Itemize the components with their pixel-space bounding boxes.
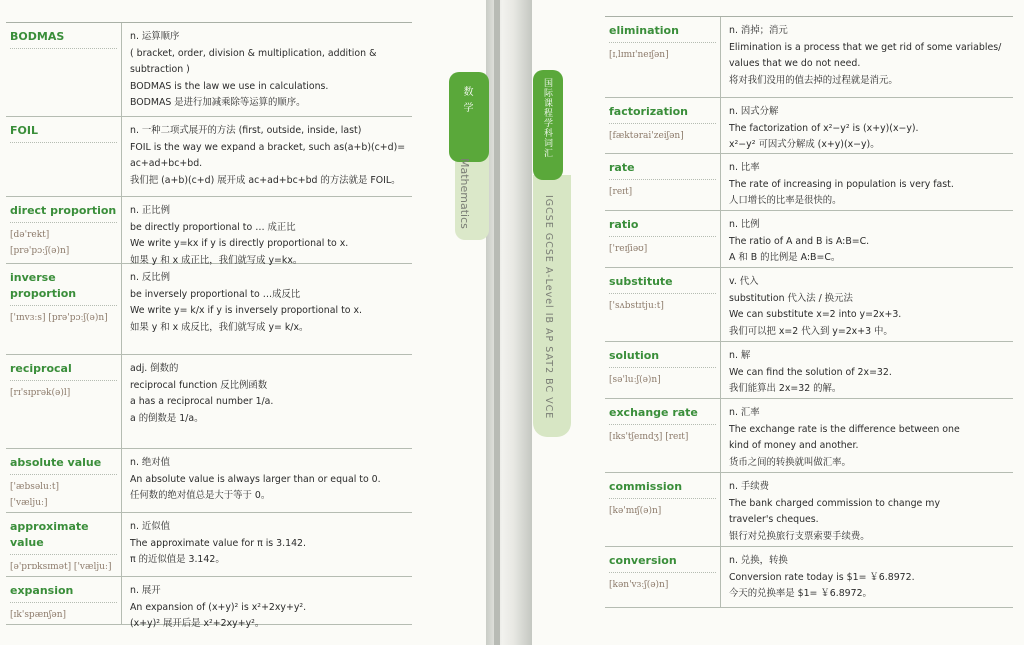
vocab-phonetic: ['æbsəluːt] ['væljuː] [10,482,59,508]
part-of-speech-line: v. 代入 [729,276,759,287]
definition-line: BODMAS is the law we use in calculations. [130,80,329,92]
part-of-speech-line: n. 消掉；消元 [729,25,788,36]
vocab-entry [605,17,1013,98]
vocab-definition [122,513,412,576]
definition-line: 将对我们没用的值去掉的过程就是消元。 [729,74,898,86]
subject-tab-label: 数学 [461,86,472,118]
definition-line: An absolute value is always larger than or equal to 0. [130,473,381,485]
definition-line: be inversely proportional to …成反比 [130,288,301,300]
vocab-entry [6,577,412,629]
vocab-term-cell [605,342,721,398]
vocab-entry [6,264,412,355]
vocab-phonetic: [kən'vɜːʃ(ə)n] [609,580,669,590]
vocab-definition [721,473,1013,546]
definition-line: 银行对兑换旅行支票索要手续费。 [729,530,870,542]
part-of-speech-line: n. 运算顺序 [130,31,180,42]
vocab-term-cell [6,513,122,576]
vocab-definition [721,17,1013,97]
definition-line: 任何数的绝对值总是大于等于 0。 [130,490,271,501]
definition-line: FOIL is the way we expand a bracket, such as(a+b)(c+d)= [130,141,406,153]
vocab-definition [122,197,412,266]
part-of-speech-line: n. 手续费 [729,481,770,492]
vocab-word: substitute [609,274,716,294]
vocab-word: commission [609,479,716,499]
vocab-entry [605,98,1013,154]
vocab-term-cell [6,577,122,624]
vocab-word: exchange rate [609,405,716,425]
vocab-definition [721,342,1013,398]
vocab-term-cell [605,17,721,97]
vocab-definition [721,399,1013,472]
definition-line: Elimination is a process that we get rid of some variables/ [729,41,1002,53]
vocab-term-cell [605,547,721,607]
part-of-speech-line: n. 展开 [130,585,161,596]
vocab-word: inverse proportion [10,270,117,306]
definition-line: The ratio of A and B is A:B=C. [729,235,870,247]
definition-line: BODMAS 是进行加减乘除等运算的顺序。 [130,97,306,108]
right-vocabulary-table [605,16,1013,608]
part-of-speech-line: n. 一种二项式展开的方法 (first, outside, inside, last) [130,125,362,136]
vocab-definition [721,98,1013,153]
vocab-definition [122,449,412,512]
definition-line: substitution 代入法 / 换元法 [729,292,853,304]
vocab-term-cell [605,154,721,210]
vocab-phonetic: [fæktərai'zeiʃən] [609,131,684,141]
vocab-word: approximate value [10,519,117,555]
vocab-definition [721,268,1013,341]
definition-line: We can find the solution of 2x=32. [729,366,892,378]
definition-line: A 和 B 的比例是 A:B=C。 [729,252,841,263]
vocab-word: expansion [10,583,117,603]
vocab-definition [721,547,1013,607]
vocab-phonetic: [ɪˌlɪmɪ'neɪʃən] [609,50,669,60]
part-of-speech-line: n. 绝对值 [130,457,171,468]
category-tab-label: 国际课程学科词汇 [542,78,552,158]
vocab-definition [122,577,412,629]
vocab-word: ratio [609,217,716,237]
vocab-term-cell [6,264,122,354]
vocab-phonetic: ['reɪʃiəʊ] [609,244,648,254]
definition-line: x²−y² 可因式分解成 (x+y)(x−y)。 [729,139,880,150]
vocab-entry [6,197,412,264]
definition-line: ( bracket, order, division & multiplication, addition & [130,47,377,59]
part-of-speech-line: n. 汇率 [729,407,760,418]
vocab-term-cell [6,355,122,448]
vocab-phonetic: [ɪk'spænʃən] [10,610,67,620]
vocab-definition [122,23,412,116]
definition-line: 今天的兑换率是 $1= ￥6.8972。 [729,588,872,599]
course-list: IGCSE GCSE A-Level IB AP SAT2 BC VCE [543,195,554,420]
vocab-term-cell [605,211,721,267]
vocab-definition [122,355,412,448]
vocab-phonetic: [ə'prɒksɪmət] ['væljuː] [10,562,112,572]
definition-line: The bank charged commission to change my [729,497,940,509]
definition-line: 人口增长的比率是很快的。 [729,195,842,206]
part-of-speech-line: n. 因式分解 [729,106,779,117]
vocab-definition [122,117,412,196]
vocab-phonetic: [sə'luːʃ(ə)n] [609,375,661,385]
vocab-definition [721,211,1013,267]
definition-line: traveler's cheques. [729,514,819,525]
vocab-entry [605,547,1013,608]
vocab-term-cell [6,23,122,116]
definition-line: Conversion rate today is $1= ￥6.8972. [729,571,915,583]
vocab-phonetic: [də'rekt] [prə'pɔːʃ(ə)n] [10,230,70,256]
definition-line: An expansion of (x+y)² is x²+2xy+y². [130,601,307,613]
vocab-phonetic: [rɪ'sɪprək(ə)l] [10,388,71,398]
part-of-speech-line: n. 正比例 [130,205,171,216]
vocab-word: conversion [609,553,716,573]
definition-line: ac+ad+bc+bd. [130,158,203,169]
vocab-phonetic: [reɪt] [609,187,633,197]
definition-line: 如果 y 和 x 成正比，我们就写成 y=kx。 [130,254,303,266]
vocab-entry [605,211,1013,268]
part-of-speech-line: n. 比率 [729,162,760,173]
vocab-entry [6,449,412,513]
definition-line: The factorization of x²−y² is (x+y)(x−y). [729,122,919,134]
definition-line: The exchange rate is the difference between one [729,423,960,435]
definition-line: 我们可以把 x=2 代入到 y=2x+3 中。 [729,325,893,337]
vocab-word: absolute value [10,455,117,475]
vocab-word: direct proportion [10,203,117,223]
definition-line: values that we do not need. [729,58,861,69]
left-vocabulary-table [6,22,412,629]
vocab-term-cell [6,117,122,196]
vocab-definition [122,264,412,354]
definition-line: (x+y)² 展开后是 x²+2xy+y²。 [130,618,265,629]
definition-line: The rate of increasing in population is very fast. [729,178,954,190]
definition-line: 如果 y 和 x 成反比，我们就写成 y= k/x。 [130,321,309,333]
vocab-definition [721,154,1013,210]
vocab-word: BODMAS [10,29,117,49]
vocab-term-cell [605,399,721,472]
right-page [532,0,1024,645]
vocab-term-cell [605,268,721,341]
definition-line: The approximate value for π is 3.142. [130,537,306,549]
vocab-entry [605,473,1013,547]
definition-line: We can substitute x=2 into y=2x+3. [729,309,902,320]
vocab-phonetic: [ɪks'tʃeɪndʒ] [reɪt] [609,432,689,442]
vocab-entry [605,154,1013,211]
vocab-word: solution [609,348,716,368]
definition-line: be directly proportional to … 成正比 [130,221,296,233]
definition-line: a 的倒数是 1/a。 [130,412,204,424]
definition-line: kind of money and another. [729,440,859,451]
part-of-speech-line: n. 比例 [729,219,760,230]
vocab-entry [6,23,412,117]
definition-line: 货币之间的转换就叫做汇率。 [729,456,851,468]
vocab-entry [6,117,412,197]
vocab-term-cell [6,449,122,512]
vocab-entry [6,513,412,577]
definition-line: subtraction ) [130,64,190,75]
vocab-term-cell [6,197,122,263]
part-of-speech-line: n. 反比例 [130,272,171,283]
vocab-entry [6,355,412,449]
definition-line: a has a reciprocal number 1/a. [130,396,274,407]
definition-line: 我们把 (a+b)(c+d) 展开成 ac+ad+bc+bd 的方法就是 FOIL。 [130,174,401,186]
vocab-entry [605,268,1013,342]
vocab-phonetic: ['ɪnvɜːs] [prə'pɔːʃ(ə)n] [10,313,108,323]
vocab-word: FOIL [10,123,117,143]
definition-line: 我们能算出 2x=32 的解。 [729,383,842,394]
vocab-phonetic: [kə'mɪʃ(ə)n] [609,506,662,516]
part-of-speech-line: n. 兑换，转换 [729,555,788,566]
vocab-entry [605,342,1013,399]
vocab-word: elimination [609,23,716,43]
part-of-speech-line: n. 近似值 [130,521,171,532]
vocab-term-cell [605,473,721,546]
vocab-entry [605,399,1013,473]
definition-line: π 的近似值是 3.142。 [130,554,225,565]
part-of-speech-line: n. 解 [729,350,751,361]
vocab-word: factorization [609,104,716,124]
vocab-word: rate [609,160,716,180]
book-gutter [486,0,532,645]
vocab-phonetic: ['sʌbstɪtjuːt] [609,301,664,311]
definition-line: We write y= k/x if y is inversely proportional to x. [130,305,362,316]
vocab-word: reciprocal [10,361,117,381]
definition-line: We write y=kx if y is directly proportional to x. [130,238,349,249]
vocab-term-cell [605,98,721,153]
left-page [0,0,486,645]
definition-line: reciprocal function 反比例函数 [130,379,268,391]
part-of-speech-line: adj. 倒数的 [130,363,179,374]
subject-tab-english: Mathematics [458,158,471,229]
